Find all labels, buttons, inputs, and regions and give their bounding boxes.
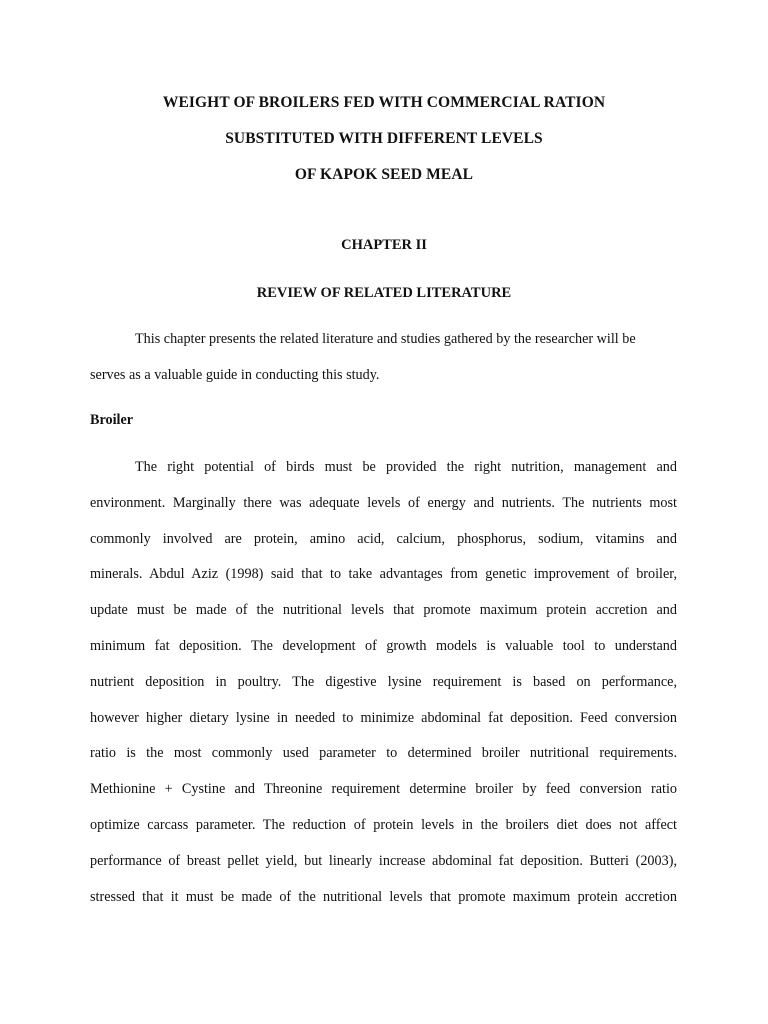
body-line: stressed that it must be made of the nutritional levels that promote maximum protein accretion — [90, 888, 677, 905]
intro-line-2: serves as a valuable guide in conducting this study. — [90, 366, 380, 383]
title-line-1: WEIGHT OF BROILERS FED WITH COMMERCIAL RATION — [162, 94, 606, 111]
section-heading: REVIEW OF RELATED LITERATURE — [256, 285, 512, 301]
intro-paragraph — [90, 322, 677, 394]
chapter-heading: CHAPTER II — [341, 237, 427, 253]
body-line: nutrient deposition in poultry. The digestive lysine requirement is based on performance, — [90, 673, 677, 690]
subheading-broiler: Broiler — [90, 412, 134, 428]
body-paragraph — [90, 450, 677, 915]
body-line: update must be made of the nutritional levels that promote maximum protein accretion and — [90, 602, 677, 619]
title-line-3: OF KAPOK SEED MEAL — [294, 166, 474, 183]
body-line: optimize carcass parameter. The reduction of protein levels in the broilers diet does not affect — [90, 816, 677, 833]
intro-line-1: This chapter presents the related literature and studies gathered by the researcher will be — [135, 331, 636, 347]
body-line: ratio is the most commonly used parameter to determined broiler nutritional requirements. — [90, 745, 677, 762]
title-line-2: SUBSTITUTED WITH DIFFERENT LEVELS — [225, 130, 543, 147]
body-line: however higher dietary lysine in needed to minimize abdominal fat deposition. Feed conversion — [90, 709, 677, 726]
body-line: environment. Marginally there was adequate levels of energy and nutrients. The nutrients most — [90, 494, 677, 511]
body-line: minimum fat deposition. The development of growth models is valuable tool to understand — [90, 637, 677, 654]
body-line: Methionine + Cystine and Threonine requirement determine broiler by feed conversion ratio — [90, 781, 677, 798]
body-line: minerals. Abdul Aziz (1998) said that to take advantages from genetic improvement of broiler, — [90, 566, 677, 583]
document-title — [0, 94, 768, 202]
body-line: commonly involved are protein, amino acid, calcium, phosphorus, sodium, vitamins and — [90, 530, 677, 547]
body-line: performance of breast pellet yield, but linearly increase abdominal fat deposition. Butteri (2003), — [90, 852, 677, 869]
body-line: The right potential of birds must be provided the right nutrition, management and — [135, 459, 677, 475]
